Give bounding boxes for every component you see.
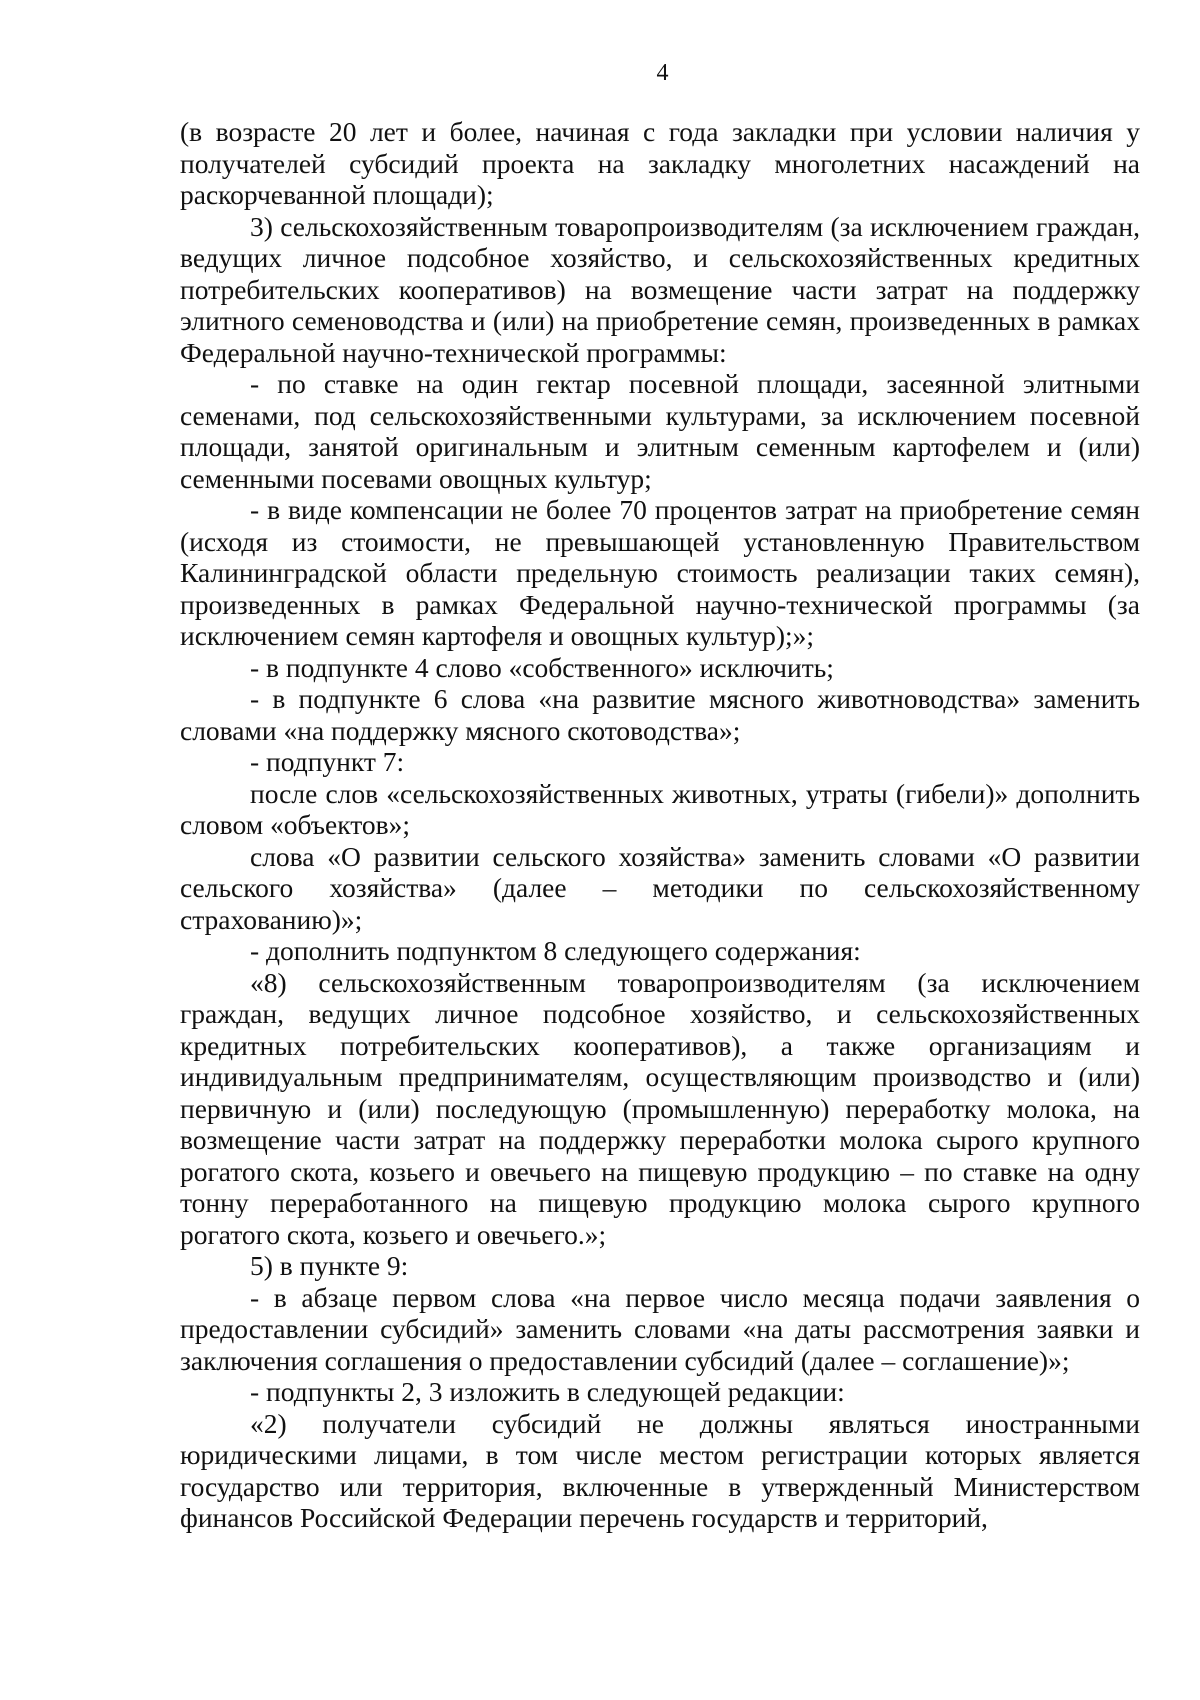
paragraph: 5) в пункте 9:	[250, 1250, 409, 1281]
paragraph: - дополнить подпунктом 8 следующего содержания:	[250, 935, 861, 966]
paragraph: - по ставке на один гектар посевной площади, засеянной элитными семенами, под сельскохозяйственными культурами, за исключением посевной площади, занятой оригинальным и элитным семенным картофелем и (или) семенными посевами овощных культур;	[180, 368, 1140, 494]
paragraph: - подпункт 7:	[250, 746, 405, 777]
paragraph: «8) сельскохозяйственным товаропроизводителям (за исключением граждан, ведущих личное подсобное хозяйство, и сельскохозяйственных кредитных потребительских кооперативов), а также организациям и индивидуальным предпринимателям, осуществляющим производство и (или) первичную и (или) последующую (промышленную) переработку молока, на возмещение части затрат на поддержку переработки молока сырого крупного рогатого скота, козьего и овечьего на пищевую продукцию – по ставке на одну тонну переработанного на пищевую продукцию молока сырого крупного рогатого скота, козьего и овечьего.»;	[180, 966, 1140, 1250]
paragraph: слова «О развитии сельского хозяйства» заменить словами «О развитии сельского хозяйства» (далее – методики по сельскохозяйственному страхованию)»;	[180, 840, 1140, 935]
paragraph: - подпункты 2, 3 изложить в следующей редакции:	[250, 1376, 845, 1407]
paragraph: после слов «сельскохозяйственных животных, утраты (гибели)» дополнить словом «объектов»;	[180, 777, 1140, 840]
paragraph: - в абзаце первом слова «на первое число месяца подачи заявления о предоставлении субсидий» заменить словами «на даты рассмотрения заявки и заключения соглашения о предоставлении субсидий (далее – соглашение)»;	[180, 1281, 1140, 1376]
paragraph: (в возрасте 20 лет и более, начиная с года закладки при условии наличия у получателей субсидий проекта на закладку многолетних насаждений на раскорчеванной площади);	[180, 116, 1140, 210]
paragraph: 3) сельскохозяйственным товаропроизводителям (за исключением граждан, ведущих личное подсобное хозяйство, и сельскохозяйственных кредитных потребительских кооперативов) на возмещение части затрат на поддержку элитного семеноводства и (или) на приобретение семян, произведенных в рамках Федеральной научно-технической программы:	[180, 210, 1140, 368]
paragraph: - в виде компенсации не более 70 процентов затрат на приобретение семян (исходя из стоимости, не превышающей установленную Правительством Калининградской области предельную стоимость реализации таких семян), произведенных в рамках Федеральной научно-технической программы (за исключением семян картофеля и овощных культур);»;	[180, 494, 1140, 651]
paragraph: - в подпункте 4 слово «собственного» исключить;	[250, 651, 834, 683]
document-body	[180, 116, 1140, 1534]
paragraph: «2) получатели субсидий не должны являться иностранными юридическими лицами, в том числе местом регистрации которых является государство или территория, включенные в утвержденный Министерством финансов Российской Федерации перечень государств и территорий,	[180, 1407, 1140, 1533]
page-number: 4	[656, 60, 669, 86]
paragraph: - в подпункте 6 слова «на развитие мясного животноводства» заменить словами «на поддержку мясного скотоводства»;	[180, 683, 1140, 746]
